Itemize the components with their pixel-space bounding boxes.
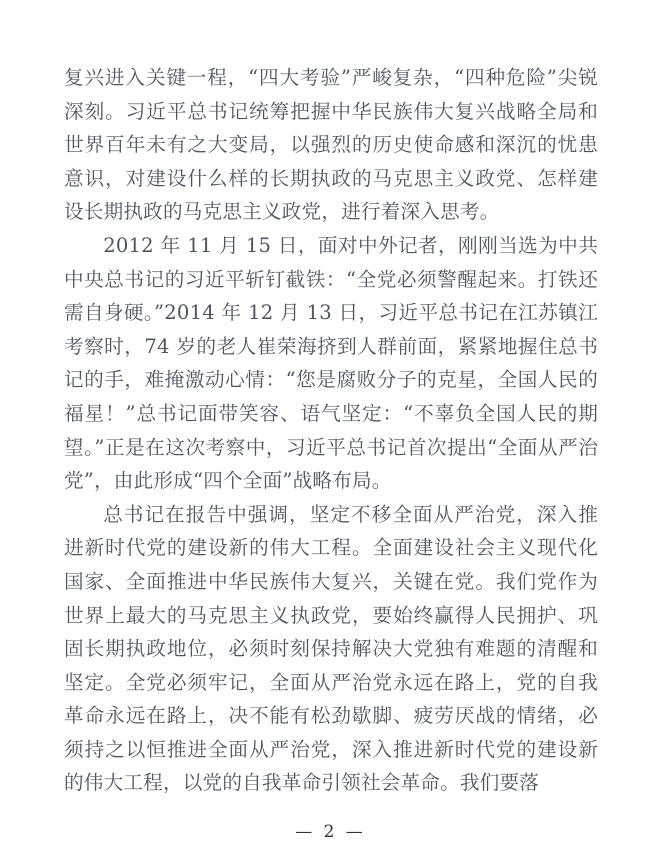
paragraph: 复兴进入关键一程，“四大考验”严峻复杂，“四种危险”尖锐深刻。习近平总书记统筹把握中华民族伟大复兴战略全局和世界百年未有之大变局，以强烈的历史使命感和深沉的忧患意识，对建设什么样的长期执政的马克思主义政党、怎样建设长期执政的马克思主义政党，进行着深入思考。 — [64, 66, 598, 224]
paragraph: 2012 年 11 月 15 日，面对中外记者，刚刚当选为中共中央总书记的习近平斩钉截铁：“全党必须警醒起来。打铁还需自身硬。”2014 年 12 月 13 日，习近平总书记在江苏镇江考察时，74 岁的老人崔荣海挤到人群前面，紧紧地握住总书记的手，难掩激动心情：“您是腐败分子的克星，全国人民的福星！”总书记面带笑容、语气坚定：“不辜负全国人民的期望。”正是在这次考察中，习近平总书记首次提出“全面从严治党”，由此形成“四个全面”战略布局。 — [64, 233, 598, 493]
page-number: — 2 — — [295, 822, 366, 842]
paragraph: 总书记在报告中强调，坚定不移全面从严治党，深入推进新时代党的建设新的伟大工程。全面建设社会主义现代化国家、全面推进中华民族伟大复兴，关键在党。我们党作为世界上最大的马克思主义执政党，要始终赢得人民拥护、巩固长期执政地位，必须时刻保持解决大党独有难题的清醒和坚定。全党必须牢记，全面从严治党永远在路上，党的自我革命永远在路上，决不能有松劲歇脚、疲劳厌战的情绪，必须持之以恒推进全面从严治党，深入推进新时代党的建设新的伟大工程，以党的自我革命引领社会革命。我们要落 — [64, 502, 598, 795]
document-body — [64, 61, 598, 800]
